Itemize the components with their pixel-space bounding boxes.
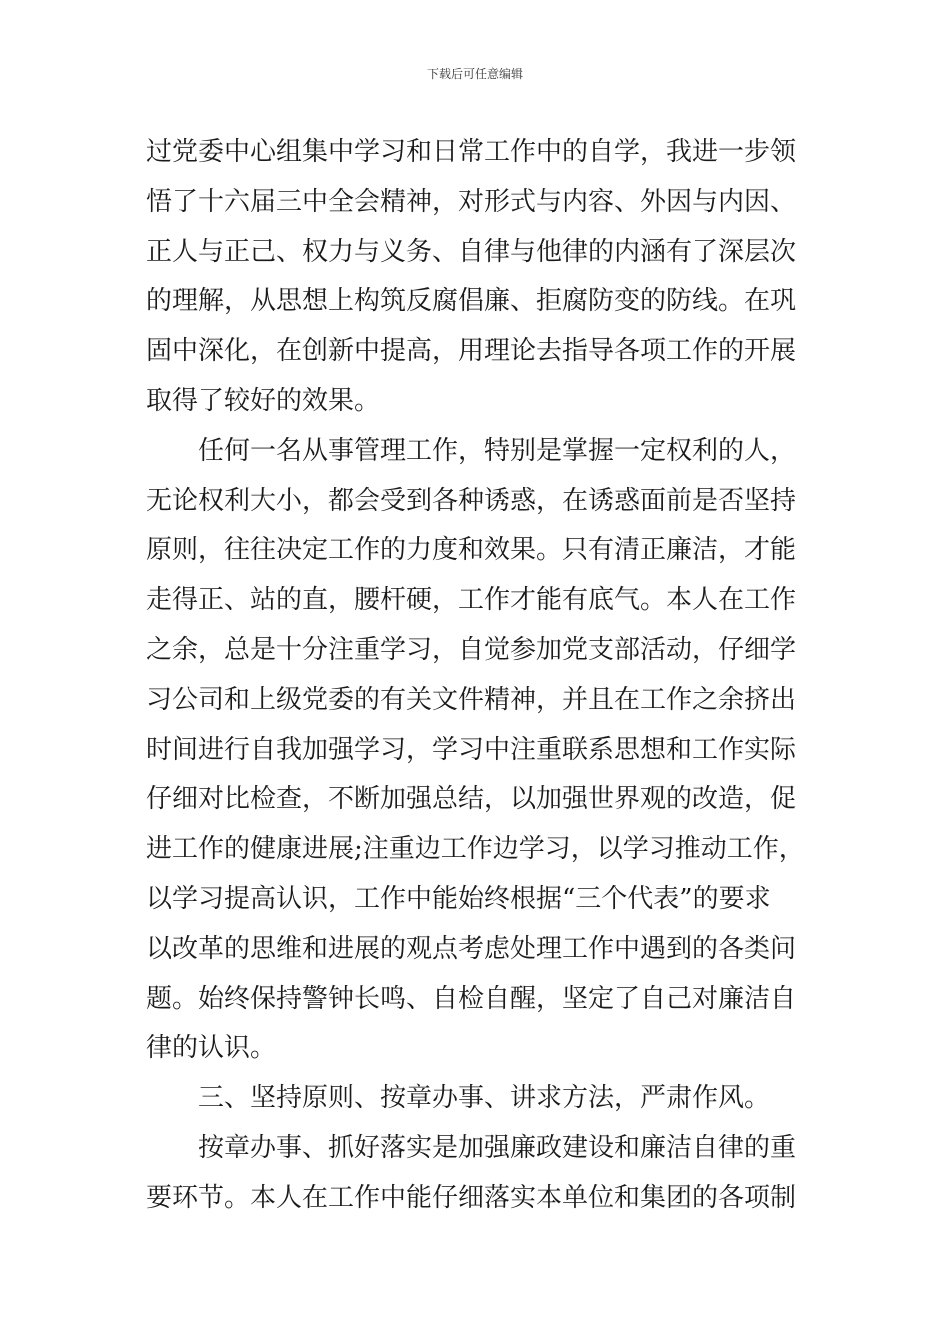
text-line: 题。始终保持警钟长鸣、自检自醒，坚定了自己对廉洁自: [146, 983, 797, 1014]
text-line: 悟了十六届三中全会精神，对形式与内容、外因与内因、: [146, 186, 797, 217]
text-line: 按章办事、抓好落实是加强廉政建设和廉洁自律的重: [198, 1132, 797, 1163]
text-line: 任何一名从事管理工作，特别是掌握一定权利的人，: [198, 435, 797, 466]
text-line: 进工作的健康进展;注重边工作边学习，以学习推动工作，: [146, 834, 805, 865]
text-line: 律的认识。: [146, 1033, 277, 1064]
text-line: 原则，往往决定工作的力度和效果。只有清正廉洁，才能: [146, 535, 797, 566]
text-line: 取得了较好的效果。: [146, 385, 381, 416]
text-line: 无论权利大小，都会受到各种诱惑，在诱惑面前是否坚持: [146, 485, 797, 516]
text-line: 过党委中心组集中学习和日常工作中的自学，我进一步领: [146, 137, 797, 167]
text-line: 正人与正己、权力与义务、自律与他律的内涵有了深层次: [146, 236, 797, 267]
text-line: 习公司和上级党委的有关文件精神，并且在工作之余挤出: [146, 684, 797, 715]
paragraph: [146, 1074, 814, 1124]
paragraph: [146, 128, 814, 427]
document-body: [146, 128, 814, 1224]
page-header: 下载后可任意编辑: [426, 67, 523, 81]
text-line: 之余，总是十分注重学习，自觉参加党支部活动，仔细学: [146, 634, 797, 665]
text-line: 以学习提高认识，工作中能始终根据“三个代表”的要求: [146, 883, 771, 914]
text-line: 仔细对比检查，不断加强总结，以加强世界观的改造，促: [146, 784, 797, 815]
text-line: 三、坚持原则、按章办事、讲求方法，严肃作风。: [198, 1083, 771, 1114]
text-line: 的理解，从思想上构筑反腐倡廉、拒腐防变的防线。在巩: [146, 286, 797, 317]
paragraph: [146, 427, 814, 1074]
text-line: 以改革的思维和进展的观点考虑处理工作中遇到的各类问: [146, 933, 797, 964]
text-line: 走得正、站的直，腰杆硬，工作才能有底气。本人在工作: [146, 585, 797, 616]
text-line: 时间进行自我加强学习，学习中注重联系思想和工作实际: [146, 734, 797, 765]
text-line: 要环节。本人在工作中能仔细落实本单位和集团的各项制: [146, 1182, 797, 1213]
paragraph: [146, 1124, 814, 1224]
text-line: 固中深化，在创新中提高，用理论去指导各项工作的开展: [146, 336, 797, 367]
